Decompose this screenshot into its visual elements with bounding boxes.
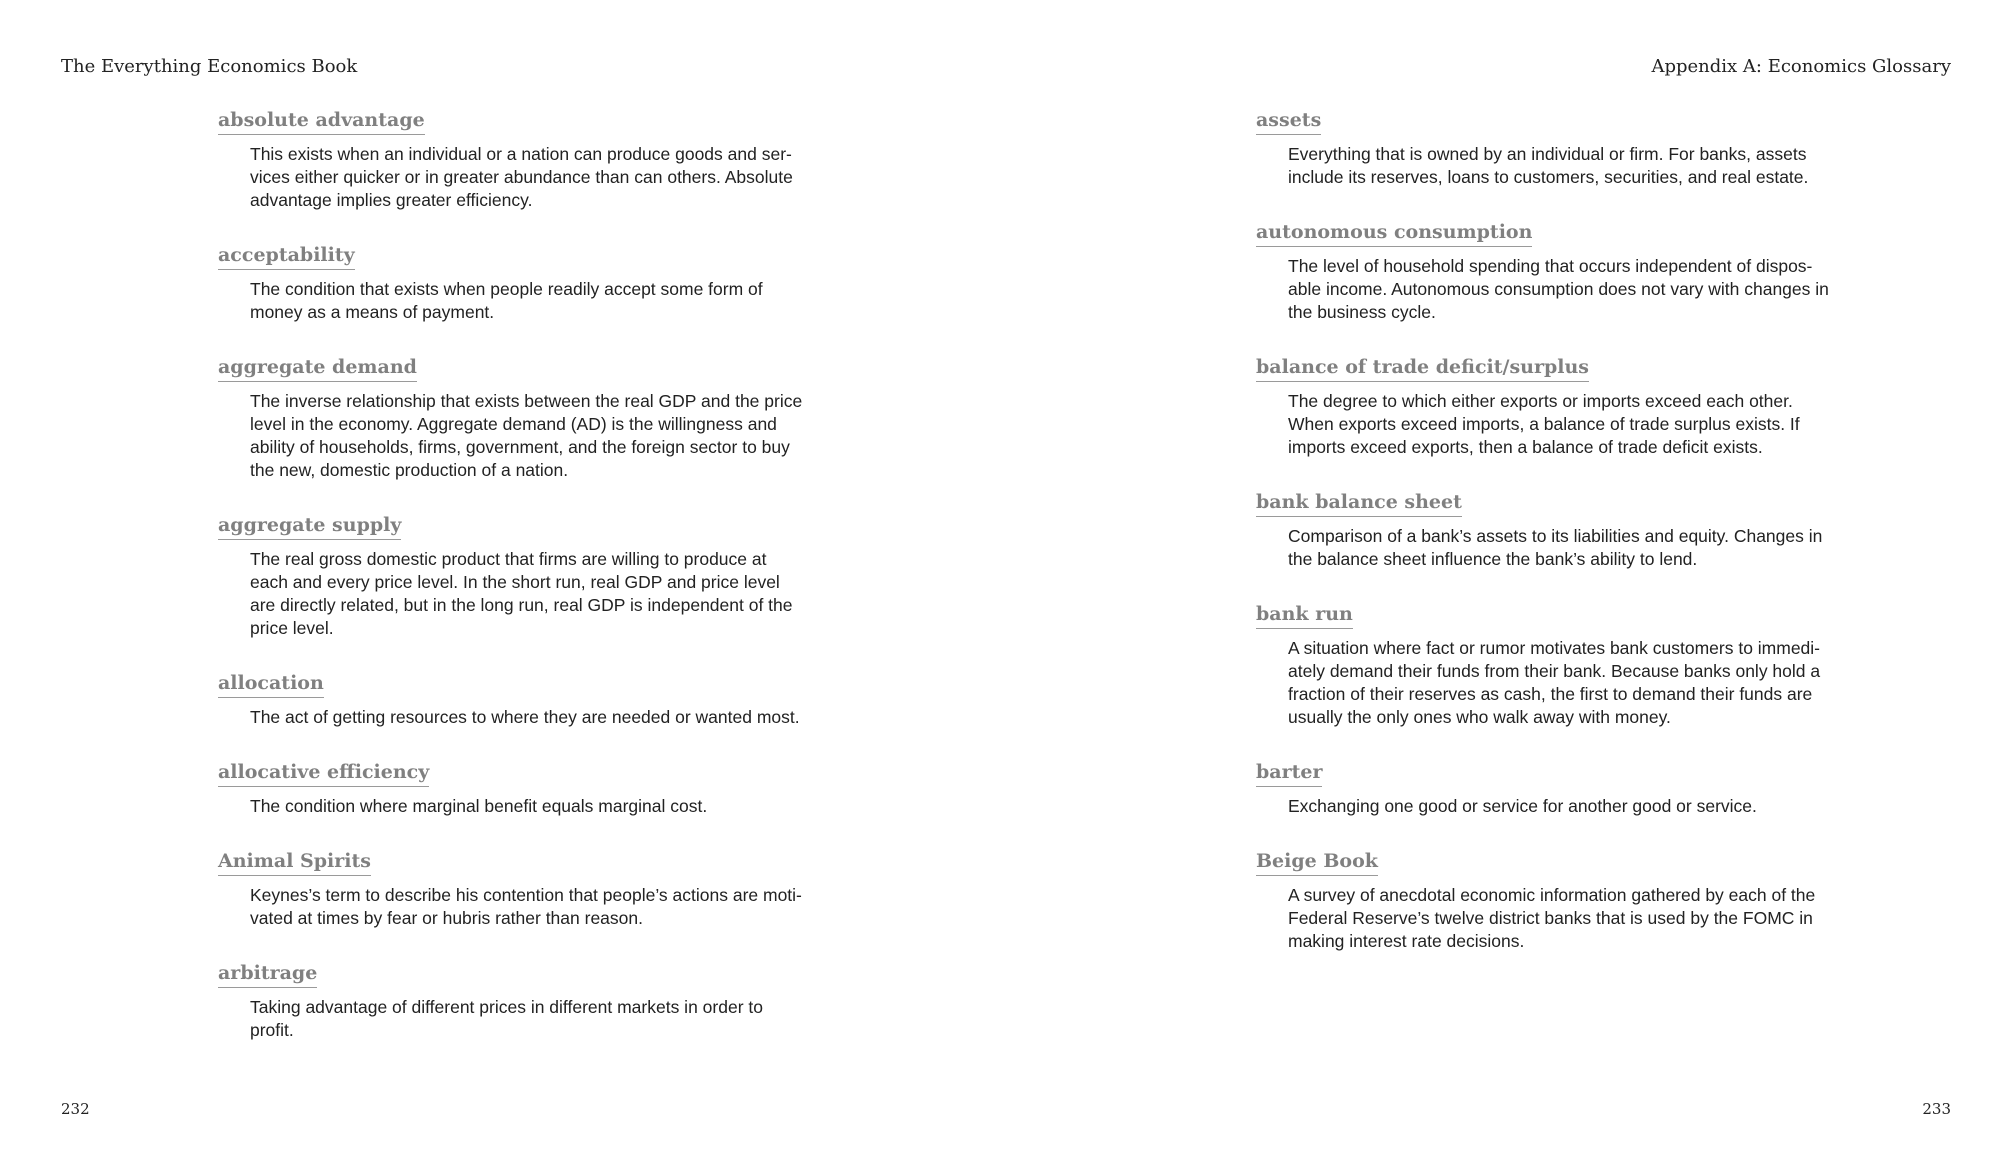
glossary-entry <box>218 108 858 212</box>
glossary-definition: The degree to which either exports or imports exceed each other. When exports exceed imports, a balance of trade surplus exists. If imports exceed exports, then a balance of trade deficit exists. <box>1288 391 1800 457</box>
glossary-entry <box>1256 760 1896 818</box>
glossary-definition: The act of getting resources to where they are needed or wanted most. <box>250 707 800 727</box>
left-page-glossary <box>218 108 858 1073</box>
glossary-term: absolute advantage <box>218 108 425 135</box>
glossary-entry <box>218 243 858 324</box>
glossary-entry <box>218 760 858 818</box>
glossary-entry <box>1256 220 1896 324</box>
glossary-term: acceptability <box>218 243 355 270</box>
glossary-term: Animal Spirits <box>218 849 371 876</box>
glossary-term: autonomous consumption <box>1256 220 1532 247</box>
glossary-term: aggregate demand <box>218 355 417 382</box>
glossary-entry <box>218 849 858 930</box>
glossary-entry <box>1256 602 1896 729</box>
glossary-entry <box>1256 849 1896 953</box>
glossary-term: aggregate supply <box>218 513 401 540</box>
glossary-term: allocation <box>218 671 324 698</box>
glossary-term: allocative efficiency <box>218 760 429 787</box>
glossary-term: arbitrage <box>218 961 317 988</box>
glossary-entry <box>218 513 858 640</box>
glossary-term: bank balance sheet <box>1256 490 1462 517</box>
glossary-entry <box>218 355 858 482</box>
page-number-left: 232 <box>61 1100 90 1118</box>
running-head-book-title: The Everything Economics Book <box>61 56 358 77</box>
glossary-entry <box>1256 355 1896 459</box>
glossary-definition: The inverse relationship that exists between the real GDP and the price level in the economy. Aggregate demand (AD) is the willingness and ability of households, firms, government, and the foreign sector to buy the new, domestic production of a nation. <box>250 391 803 480</box>
glossary-term: balance of trade deficit/surplus <box>1256 355 1589 382</box>
glossary-entry <box>218 961 858 1042</box>
glossary-definition: The condition where marginal benefit equals marginal cost. <box>250 796 708 816</box>
glossary-definition: The real gross domestic product that firms are willing to produce at each and every price level. In the short run, real GDP and price level are directly related, but in the long run, real GDP is independent of the price level. <box>250 549 793 638</box>
glossary-term: assets <box>1256 108 1321 135</box>
glossary-term: Beige Book <box>1256 849 1378 876</box>
glossary-definition: A survey of anecdotal economic information gathered by each of the Federal Reserve’s twelve district banks that is used by the FOMC in making interest rate decisions. <box>1288 885 1816 951</box>
glossary-entry <box>218 671 858 729</box>
glossary-definition: Exchanging one good or service for another good or service. <box>1288 796 1757 816</box>
glossary-term: bank run <box>1256 602 1353 629</box>
glossary-definition: Everything that is owned by an individual or firm. For banks, assets include its reserves, loans to customers, securities, and real estate. <box>1288 144 1809 187</box>
glossary-definition: Comparison of a bank’s assets to its liabilities and equity. Changes in the balance sheet influence the bank’s ability to lend. <box>1288 526 1823 569</box>
glossary-definition: Keynes’s term to describe his contention that people’s actions are moti- vated at times by fear or hubris rather than reason. <box>250 885 802 928</box>
page-number-right: 233 <box>1922 1100 1951 1118</box>
glossary-entry <box>1256 490 1896 571</box>
glossary-definition: A situation where fact or rumor motivates bank customers to immedi- ately demand their funds from their bank. Because banks only hold a fraction of their reserves as cash, the first to demand their funds are usually the only ones who walk away with money. <box>1288 638 1821 727</box>
right-page-glossary <box>1256 108 1896 984</box>
glossary-definition: This exists when an individual or a nation can produce goods and ser- vices either quicker or in greater abundance than can others. Absolute advantage implies greater efficiency. <box>250 144 793 210</box>
glossary-term: barter <box>1256 760 1322 787</box>
running-head-chapter-title: Appendix A: Economics Glossary <box>1651 56 1951 77</box>
glossary-definition: The level of household spending that occurs independent of dispos- able income. Autonomous consumption does not vary with changes in the business cycle. <box>1288 256 1829 322</box>
glossary-entry <box>1256 108 1896 189</box>
glossary-definition: Taking advantage of different prices in different markets in order to profit. <box>250 997 763 1040</box>
glossary-definition: The condition that exists when people readily accept some form of money as a means of payment. <box>250 279 763 322</box>
